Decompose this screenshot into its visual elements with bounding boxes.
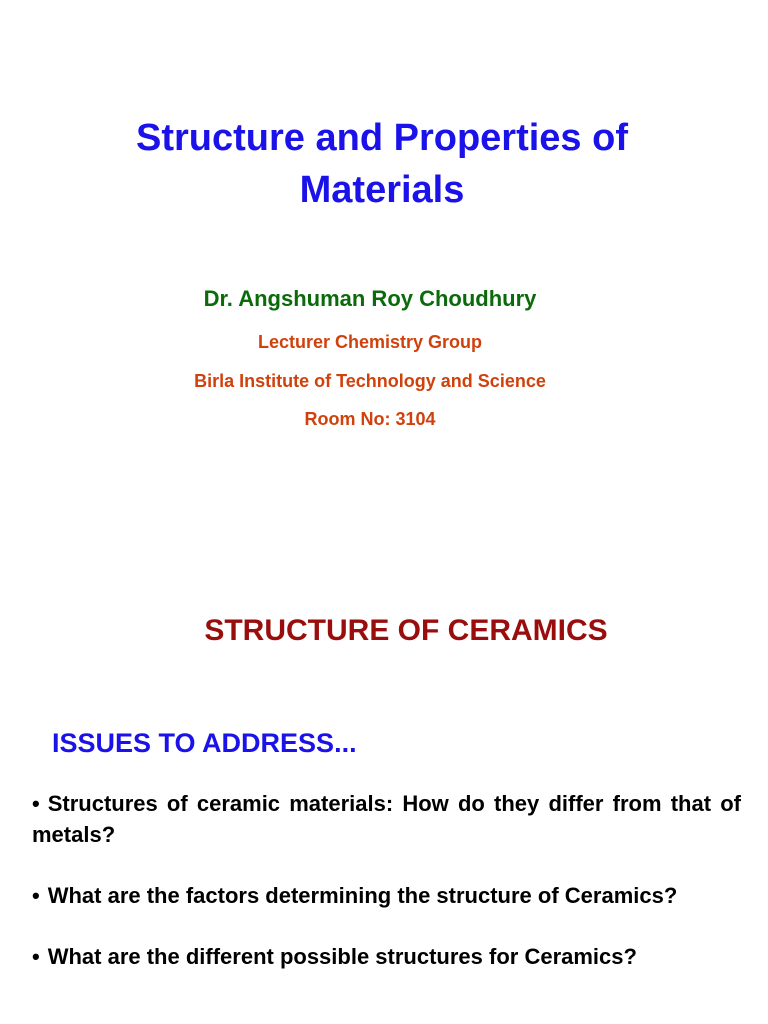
bullet-marker: • — [32, 883, 40, 908]
section-title: STRUCTURE OF CERAMICS — [204, 614, 608, 647]
author-room: Room No: 3104 — [304, 409, 436, 429]
document-title: Structure and Properties of Materials — [136, 117, 628, 211]
list-item — [32, 941, 741, 972]
list-item — [32, 788, 741, 850]
list-item — [32, 880, 741, 911]
bullet-text: What are the different possible structures for Ceramics? — [47, 944, 637, 969]
author-institution: Birla Institute of Technology and Science — [194, 371, 546, 391]
bullet-marker: • — [32, 791, 40, 816]
issues-list — [32, 788, 741, 1002]
bullet-text: Structures of ceramic materials: How do they differ from that of metals? — [32, 791, 741, 847]
bullet-marker: • — [32, 944, 40, 969]
bullet-text: What are the factors determining the structure of Ceramics? — [47, 883, 678, 908]
author-name: Dr. Angshuman Roy Choudhury — [203, 286, 537, 311]
author-position: Lecturer Chemistry Group — [257, 332, 483, 352]
issues-heading: ISSUES TO ADDRESS... — [52, 728, 357, 758]
